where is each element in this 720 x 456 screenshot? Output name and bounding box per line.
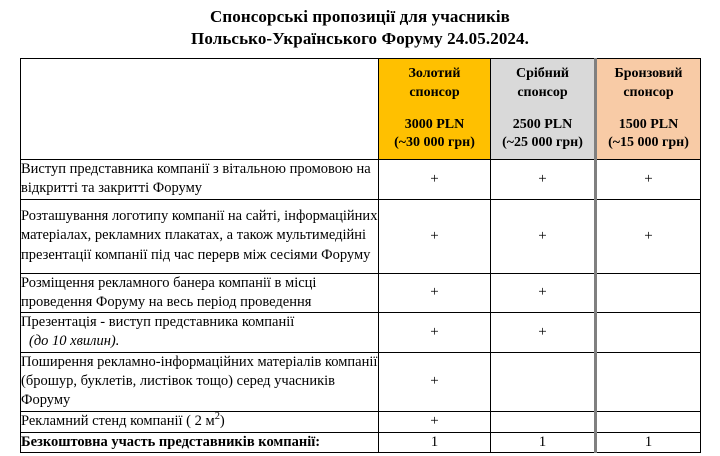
table-row bbox=[21, 432, 701, 452]
table-row bbox=[21, 160, 701, 200]
row-silver-mark: 1 bbox=[491, 432, 596, 452]
bronze-tier-price-uah: (~15 000 грн) bbox=[608, 135, 689, 151]
table-header bbox=[21, 59, 701, 160]
row-description-prefix: Рекламний стенд компанії ( 2 м bbox=[21, 412, 215, 429]
bronze-tier-price: 1500 PLN bbox=[618, 116, 679, 132]
header-cell-silver bbox=[491, 59, 596, 160]
header-cell-gold bbox=[379, 59, 491, 160]
row-description-superscript: 2 bbox=[214, 411, 220, 423]
row-description-text: Презентація - виступ представника компанії bbox=[21, 314, 295, 331]
row-gold-mark: 1 bbox=[379, 432, 491, 452]
silver-tier-price-uah: (~25 000 грн) bbox=[502, 135, 583, 151]
bronze-tier-name-line-1: Бронзовий bbox=[614, 65, 683, 81]
row-description-suffix: ) bbox=[219, 412, 225, 429]
row-bronze-mark bbox=[596, 313, 701, 353]
row-bronze-mark: + bbox=[596, 199, 701, 273]
gold-tier-name-line-1: Золотий bbox=[408, 65, 461, 81]
gold-tier-price: 3000 PLN bbox=[404, 116, 465, 132]
row-silver-mark: + bbox=[491, 160, 596, 200]
row-gold-mark: + bbox=[379, 352, 491, 411]
sponsorship-offers-table bbox=[20, 58, 701, 453]
row-description: Розташування логотипу компанії на сайті, інформаційних матеріалах, рекламних плакатах, а також мультимедійні презентації компанії під час перерв між сесіями Форуму bbox=[21, 199, 379, 273]
row-bronze-mark bbox=[596, 273, 701, 313]
row-description: Поширення рекламно-інформаційних матеріалів компанії (брошур, буклетів, листівок тощо) серед учасників Форуму bbox=[21, 352, 379, 411]
bronze-tier-name-line-2: спонсор bbox=[623, 84, 674, 100]
gold-tier-price-uah: (~30 000 грн) bbox=[394, 135, 475, 151]
row-description: Виступ представника компанії з вітальною промовою на відкритті та закритті Форуму bbox=[21, 160, 379, 200]
row-silver-mark bbox=[491, 411, 596, 432]
silver-tier-price: 2500 PLN bbox=[512, 116, 573, 132]
table-body bbox=[21, 160, 701, 453]
row-silver-mark: + bbox=[491, 273, 596, 313]
row-description: Розміщення рекламного банера компанії в місці проведення Форуму на весь період проведення bbox=[21, 273, 379, 313]
header-cell-bronze bbox=[596, 59, 701, 160]
table-row bbox=[21, 313, 701, 353]
row-gold-mark: + bbox=[379, 199, 491, 273]
row-description bbox=[21, 411, 379, 432]
row-description bbox=[21, 313, 379, 353]
silver-tier-name-line-1: Срібний bbox=[516, 65, 569, 81]
row-bronze-mark bbox=[596, 411, 701, 432]
row-silver-mark: + bbox=[491, 313, 596, 353]
table-row bbox=[21, 199, 701, 273]
row-gold-mark: + bbox=[379, 411, 491, 432]
silver-tier-name-line-2: спонсор bbox=[517, 84, 568, 100]
sponsorship-table-container bbox=[20, 58, 700, 453]
row-gold-mark: + bbox=[379, 273, 491, 313]
row-silver-mark: + bbox=[491, 199, 596, 273]
row-bronze-mark: 1 bbox=[596, 432, 701, 452]
gold-tier-name-line-2: спонсор bbox=[409, 84, 460, 100]
page-title-line-1: Спонсорські пропозиції для учасників bbox=[210, 7, 510, 26]
header-cell-description bbox=[21, 59, 379, 160]
page-title bbox=[0, 0, 720, 50]
table-row bbox=[21, 411, 701, 432]
table-row bbox=[21, 273, 701, 313]
row-description-note: (до 10 хвилин). bbox=[29, 333, 120, 350]
row-silver-mark bbox=[491, 352, 596, 411]
page-title-line-2: Польсько-Українського Форуму 24.05.2024. bbox=[191, 28, 529, 48]
table-row bbox=[21, 352, 701, 411]
row-gold-mark: + bbox=[379, 313, 491, 353]
row-gold-mark: + bbox=[379, 160, 491, 200]
row-bronze-mark: + bbox=[596, 160, 701, 200]
row-bronze-mark bbox=[596, 352, 701, 411]
table-header-row bbox=[21, 59, 701, 160]
row-description: Безкоштовна участь представників компанії: bbox=[21, 432, 379, 452]
